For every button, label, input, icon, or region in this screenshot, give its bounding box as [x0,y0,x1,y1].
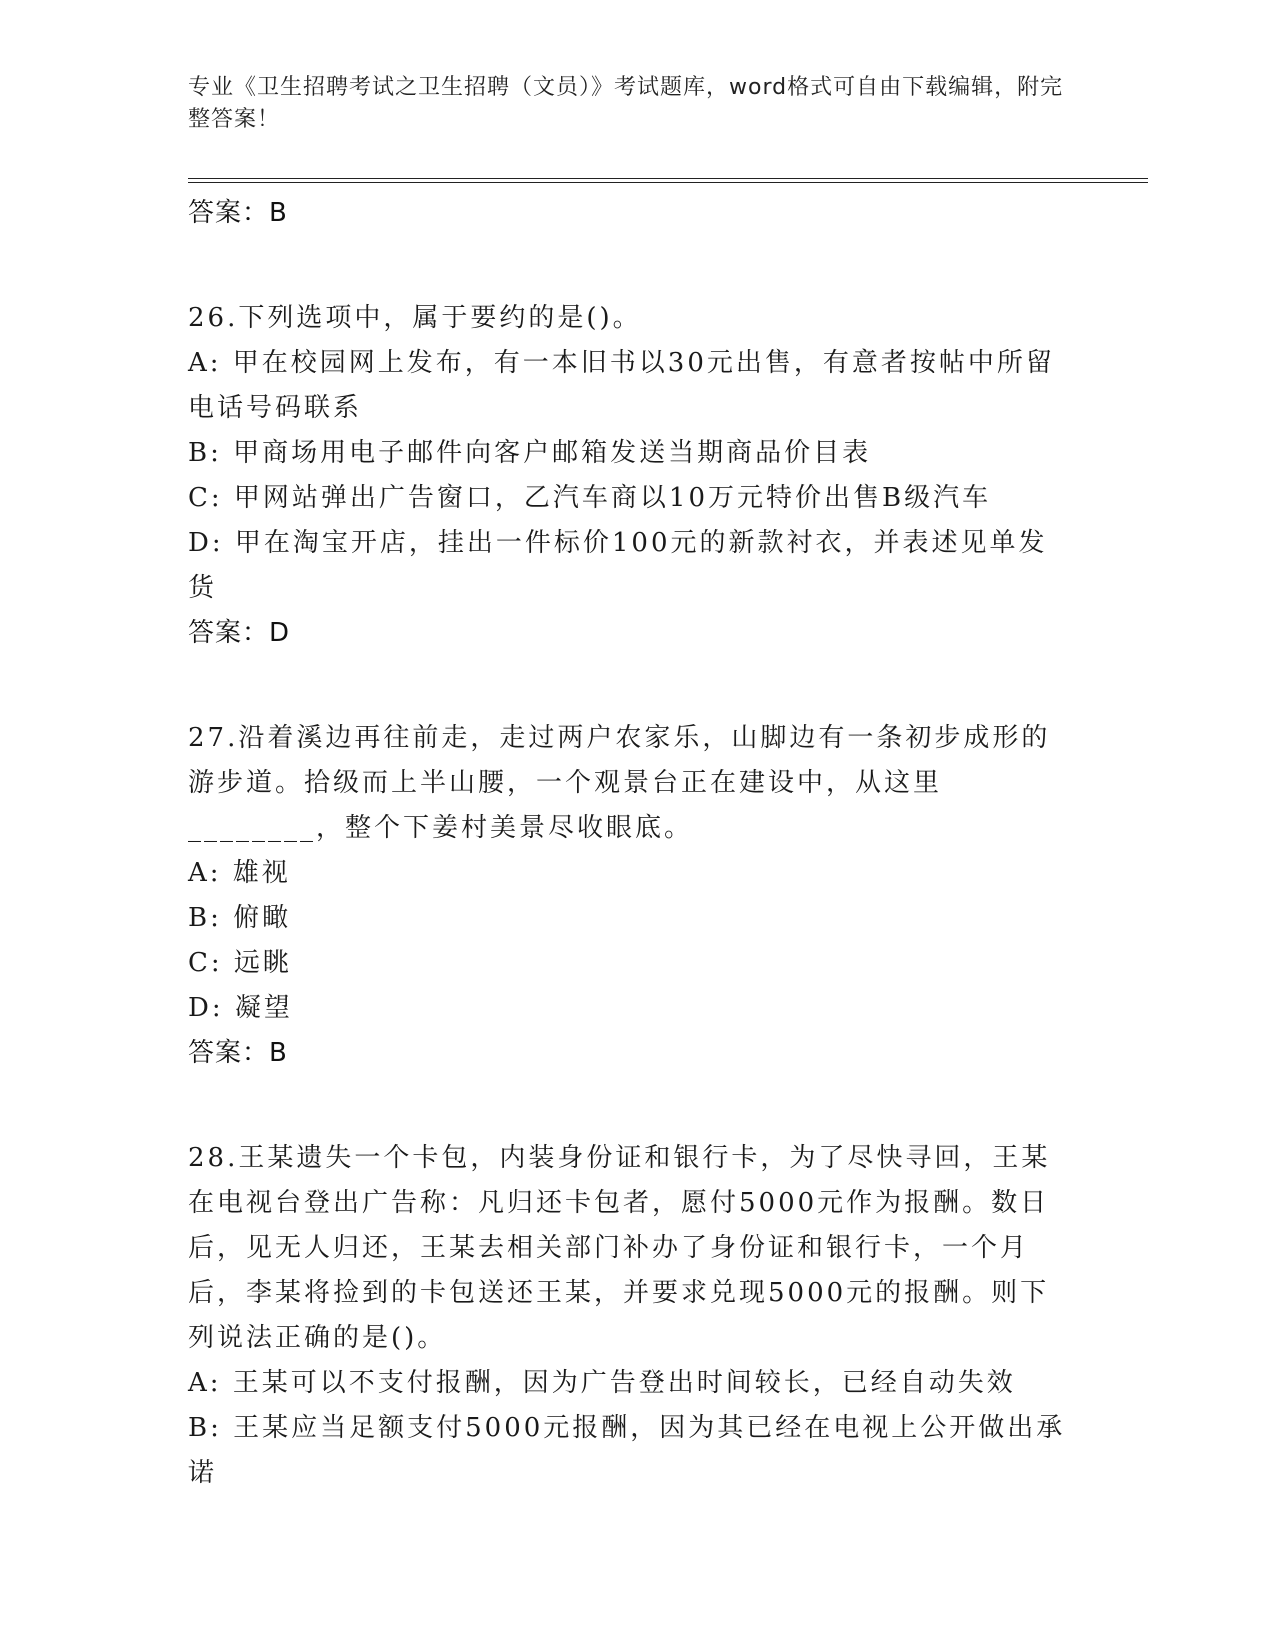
option-b: B: 俯瞰 [188,903,292,933]
option-a: A: 甲在校园网上发布，有一本旧书以30元出售，有意者按帖中所留电话号码联系 [188,348,1055,423]
question-26 [188,296,1088,656]
document-header [188,72,1068,136]
answer-line: 答案：B [188,198,288,228]
option-c: C: 远眺 [188,948,292,978]
header-divider-top [188,178,1148,179]
option-d: D: 凝望 [188,993,293,1023]
option-d: D: 甲在淘宝开店，挂出一件标价100元的新款衬衣，并表述见单发货 [188,528,1048,603]
option-a: A: 王某可以不支付报酬，因为广告登出时间较长，已经自动失效 [188,1368,1016,1398]
question-stem: 28.王某遗失一个卡包，内装身份证和银行卡，为了尽快寻回，王某在电视台登出广告称：凡归还卡包者，愿付5000元作为报酬。数日后，见无人归还，王某去相关部门补办了身份证和银行卡，一个月后，李某将捡到的卡包送还王某，并要求兑现5000元的报酬。则下列说法正确的是()。 [188,1143,1051,1353]
answer-line: 答案：B [188,1038,288,1068]
question-27 [188,716,1088,1076]
option-c: C: 甲网站弹出广告窗口，乙汽车商以10万元特价出售B级汽车 [188,483,992,513]
header-divider-bottom [188,182,1148,183]
document-body [188,188,1088,1496]
question-28 [188,1136,1088,1496]
question-stem: 26.下列选项中，属于要约的是()。 [188,303,642,333]
header-text: 专业《卫生招聘考试之卫生招聘（文员）》考试题库，word格式可自由下载编辑，附完整答案！ [188,75,1064,132]
option-a: A: 雄视 [188,858,291,888]
option-b: B: 甲商场用电子邮件向客户邮箱发送当期商品价目表 [188,438,872,468]
option-b: B: 王某应当足额支付5000元报酬，因为其已经在电视上公开做出承诺 [188,1413,1066,1488]
question-stem: 27.沿着溪边再往前走，走过两户农家乐，山脚边有一条初步成形的游步道。拾级而上半山腰，一个观景台正在建设中，从这里________，整个下姜村美景尽收眼底。 [188,723,1051,843]
answer-line: 答案：D [188,618,291,648]
